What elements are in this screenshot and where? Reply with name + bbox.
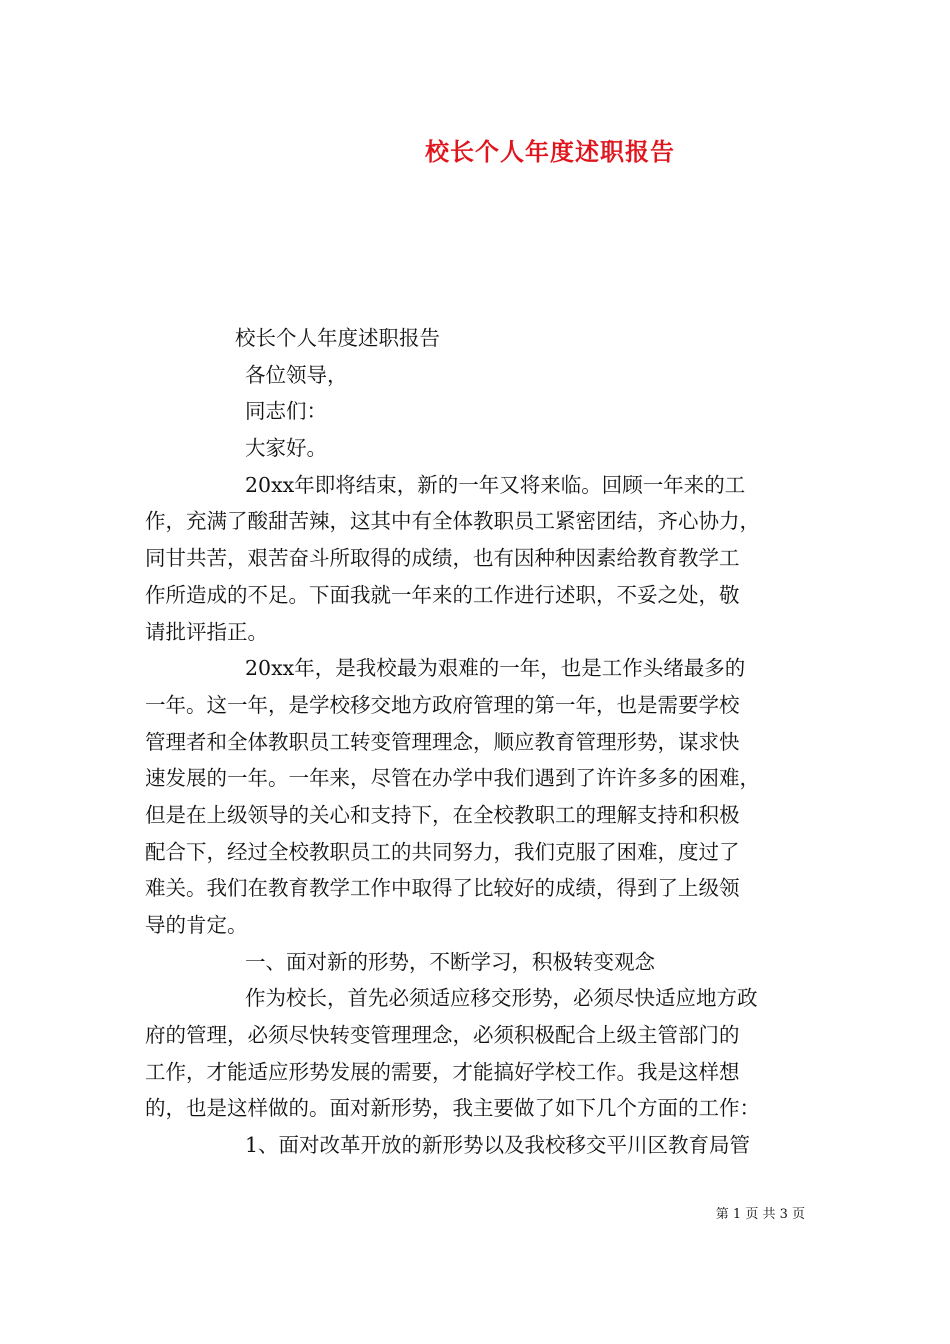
inner-title: 校长个人年度述职报告: [235, 326, 440, 350]
paragraph-line: 但是在上级领导的关心和支持下，在全校教职工的理解支持和积极: [145, 802, 740, 827]
greeting-line: 大家好。: [245, 436, 327, 461]
page-title: 校长个人年度述职报告: [425, 137, 675, 166]
paragraph-line: 20xx年即将结束，新的一年又将来临。回顾一年来的工: [245, 472, 746, 497]
paragraph-line: 难关。我们在教育教学工作中取得了比较好的成绩，得到了上级领: [145, 876, 740, 901]
paragraph-line: 请批评指正。: [145, 619, 268, 644]
salutation-line: 同志们：: [245, 399, 327, 424]
section-heading: 一、面对新的形势，不断学习，积极转变观念: [245, 949, 655, 974]
paragraph-line: 工作，才能适应形势发展的需要，才能搞好学校工作。我是这样想: [145, 1059, 740, 1084]
paragraph-line: 府的管理，必须尽快转变管理理念，必须积极配合上级主管部门的: [145, 1023, 740, 1048]
paragraph-line: 的，也是这样做的。面对新形势，我主要做了如下几个方面的工作：: [145, 1096, 760, 1121]
paragraph-line: 20xx年，是我校最为艰难的一年，也是工作头绪最多的: [245, 656, 746, 681]
document-body: [145, 320, 805, 1164]
paragraph-line: 作，充满了酸甜苦辣，这其中有全体教职员工紧密团结，齐心协力，: [145, 509, 760, 534]
page-number-footer: 第 1 页 共 3 页: [715, 1207, 805, 1222]
paragraph-line: 速发展的一年。一年来，尽管在办学中我们遇到了许许多多的困难，: [145, 766, 760, 791]
paragraph-line: 管理者和全体教职员工转变管理理念，顺应教育管理形势，谋求快: [145, 729, 740, 754]
paragraph-line: 一年。这一年，是学校移交地方政府管理的第一年，也是需要学校: [145, 692, 740, 717]
paragraph-line: 同甘共苦，艰苦奋斗所取得的成绩，也有因种种因素给教育教学工: [145, 546, 740, 571]
paragraph-line: 导的肯定。: [145, 913, 248, 937]
paragraph-line: 作为校长，首先必须适应移交形势，必须尽快适应地方政: [245, 986, 758, 1011]
salutation-line: 各位领导，: [245, 362, 348, 387]
paragraph-line: 配合下，经过全校教职员工的共同努力，我们克服了困难，度过了: [145, 839, 740, 864]
paragraph-line: 1、面对改革开放的新形势以及我校移交平川区教育局管: [245, 1133, 751, 1158]
paragraph-line: 作所造成的不足。下面我就一年来的工作进行述职，不妥之处，敬: [145, 582, 740, 607]
